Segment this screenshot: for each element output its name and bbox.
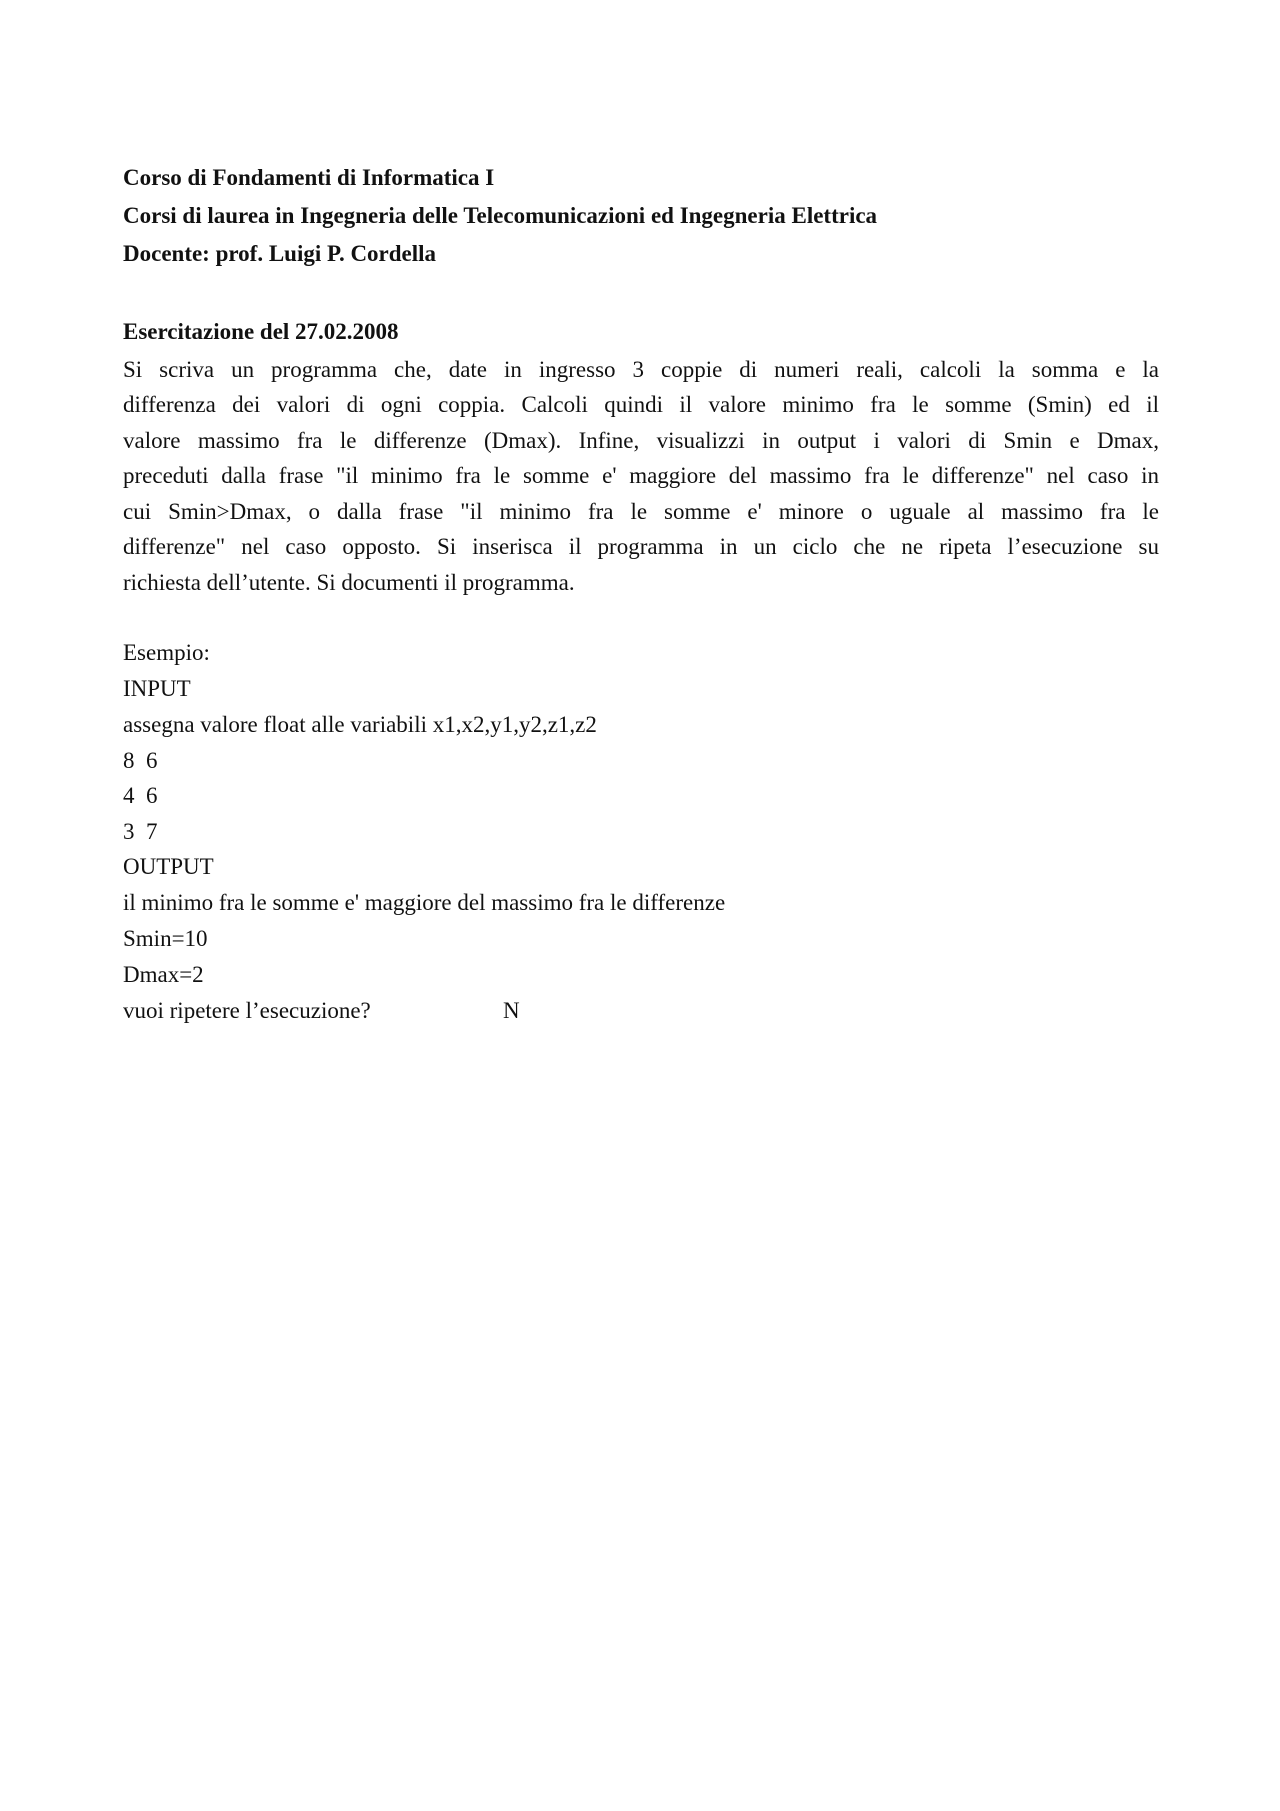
input-label: INPUT [123,676,191,701]
output-label: OUTPUT [123,854,214,879]
pair-value: 6 [146,783,158,808]
degree-programs: Corsi di laurea in Ingegneria delle Telecomunicazioni ed Ingegneria Elettrica [123,203,878,228]
exercise-text-line: differenze" nel caso opposto. Si inserisca il programma in un ciclo che ne ripeta l’esecuzione su [123,534,1159,559]
smin-value: Smin=10 [123,926,208,951]
exercise-text-line: Si scriva un programma che, date in ingresso 3 coppie di numeri reali, calcoli la somma e la [123,357,1159,382]
pair-value: 8 [123,748,135,773]
teacher: Docente: prof. Luigi P. Cordella [123,241,437,266]
course-title: Corso di Fondamenti di Informatica I [123,165,495,190]
pair-value: 3 [123,819,135,844]
pair-value: 7 [146,819,158,844]
input-pair [123,784,169,807]
input-prompt: assegna valore float alle variabili x1,x2,y1,y2,z1,z2 [123,712,597,737]
repeat-answer: N [503,998,520,1023]
dmax-value: Dmax=2 [123,962,204,987]
pair-value: 6 [146,748,158,773]
pair-value: 4 [123,783,135,808]
input-pair [123,749,169,772]
output-message: il minimo fra le somme e' maggiore del massimo fra le differenze [123,890,726,915]
exercise-text-line: preceduti dalla frase "il minimo fra le somme e' maggiore del massimo fra le differenze" nel caso in [123,463,1159,488]
exercise-text-line: richiesta dell’utente. Si documenti il programma. [123,570,575,595]
exercise-text-line: differenza dei valori di ogni coppia. Calcoli quindi il valore minimo fra le somme (Smin) ed il [123,392,1159,417]
exercise-text-line: cui Smin>Dmax, o dalla frase "il minimo fra le somme e' minore o uguale al massimo fra le [123,499,1159,524]
exercise-text-line: valore massimo fra le differenze (Dmax). Infine, visualizzi in output i valori di Smin e Dmax, [123,428,1159,453]
input-pair [123,820,169,843]
repeat-prompt: vuoi ripetere l’esecuzione? [123,998,371,1023]
exercise-title: Esercitazione del 27.02.2008 [123,319,399,344]
example-label: Esempio: [123,640,210,665]
